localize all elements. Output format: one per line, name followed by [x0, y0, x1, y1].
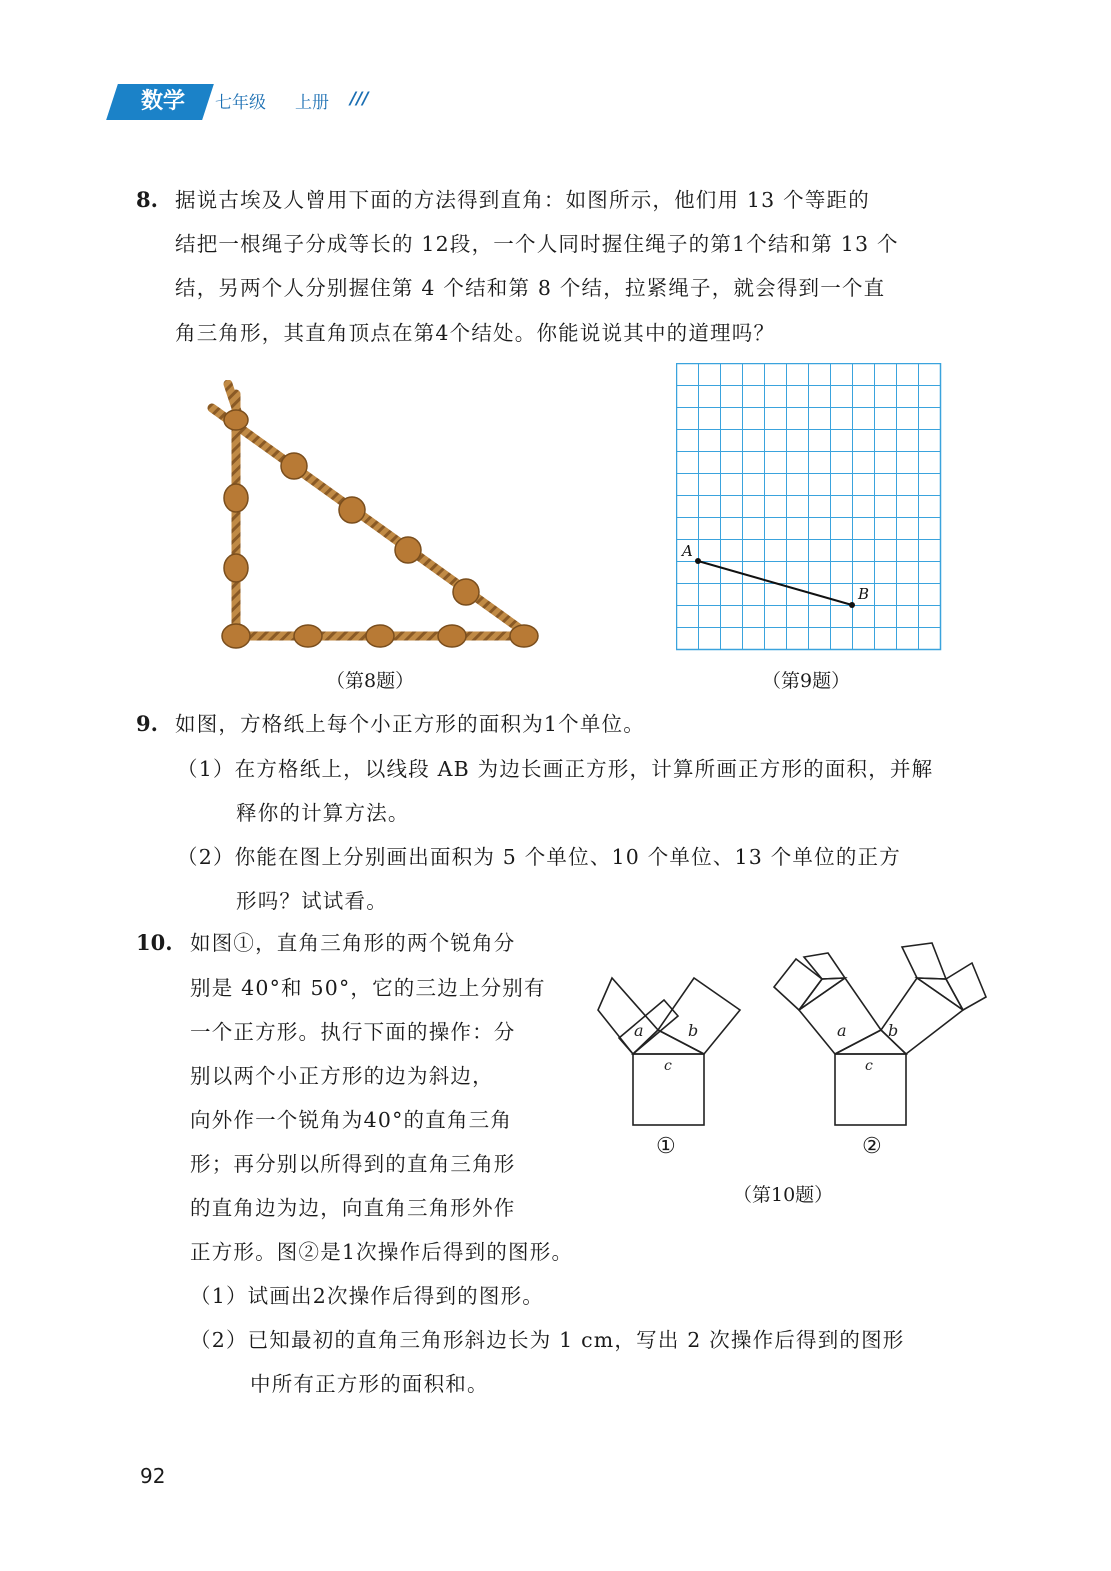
q9-intro: 如图，方格纸上每个小正方形的面积为1个单位。: [175, 712, 645, 736]
point-b: [849, 602, 855, 608]
q10-line-5: 向外作一个锐角为40°的直角三角: [190, 1108, 513, 1132]
q9-caption: （第9题）: [762, 670, 851, 692]
knot-5: [294, 625, 322, 647]
fig1-squares: [594, 970, 744, 1130]
q10-number: 10.: [136, 930, 173, 955]
q9-number: 9.: [136, 711, 158, 736]
knot-3: [224, 554, 248, 582]
q9-part2-line-1: （2）你能在图上分别画出面积为 5 个单位、10 个单位、13 个单位的正方: [177, 845, 901, 869]
knot-9: [453, 579, 479, 605]
label-b: B: [858, 585, 870, 603]
q8-line-4: 角三角形，其直角顶点在第4个结处。你能说说其中的道理吗？: [175, 321, 776, 345]
knot-10: [395, 537, 421, 563]
knot-2: [224, 484, 248, 512]
fig2-label-a: a: [837, 1021, 847, 1040]
header-subject: 数学: [140, 89, 185, 114]
rope-hypotenuse: [212, 408, 530, 636]
rope-triangle-figure: [200, 380, 560, 660]
knot-4: [222, 624, 250, 648]
q10-line-7: 的直角边为边，向直角三角形外作: [190, 1196, 516, 1220]
q10-line-1: 如图①，直角三角形的两个锐角分: [190, 931, 516, 955]
q9-part1-line-1: （1）在方格纸上，以线段 AB 为边长画正方形，计算所画正方形的面积，并解: [177, 757, 934, 781]
fig2-squares: [760, 935, 990, 1130]
q8-number: 8.: [136, 187, 158, 212]
q10-line-8: 正方形。图②是1次操作后得到的图形。: [190, 1240, 574, 1264]
q9-part1-line-2: 释你的计算方法。: [236, 801, 410, 825]
q8-line-3: 结，另两个人分别握住第 4 个结和第 8 个结，拉紧绳子，就会得到一个直: [175, 276, 886, 300]
fig2-label-c: c: [865, 1058, 873, 1074]
page-number: 92: [140, 1464, 166, 1488]
q8-line-1: 据说古埃及人曾用下面的方法得到直角：如图所示，他们用 13 个等距的: [175, 188, 870, 212]
q9-part2-line-2: 形吗？试试看。: [236, 889, 388, 913]
q8-caption: （第8题）: [326, 670, 415, 692]
q10-line-2: 别是 40°和 50°，它的三边上分别有: [190, 976, 546, 1000]
q10-part2-line-1: （2）已知最初的直角三角形斜边长为 1 cm，写出 2 次操作后得到的图形: [190, 1328, 905, 1352]
q10-line-3: 一个正方形。执行下面的操作：分: [190, 1020, 516, 1044]
q10-part2-line-2: 中所有正方形的面积和。: [250, 1372, 489, 1396]
header-volume: 上册: [295, 93, 329, 113]
knot-12: [281, 453, 307, 479]
point-a: [695, 558, 701, 564]
fig1-label: ①: [656, 1134, 676, 1159]
q10-line-6: 形；再分别以所得到的直角三角形: [190, 1152, 516, 1176]
fig2-label-b: b: [888, 1021, 899, 1040]
q10-caption: （第10题）: [733, 1184, 834, 1206]
fig1-label-c: c: [664, 1058, 672, 1074]
knot-11: [339, 497, 365, 523]
knot-6: [366, 625, 394, 647]
fig2-label: ②: [862, 1134, 882, 1159]
fig1-label-b: b: [688, 1021, 699, 1040]
q8-line-2: 结把一根绳子分成等长的 12段，一个人同时握住绳子的第1个结和第 13 个: [175, 232, 899, 256]
grid-figure: [676, 363, 942, 651]
label-a: A: [682, 542, 693, 560]
q10-part1: （1）试画出2次操作后得到的图形。: [190, 1284, 544, 1308]
header-grade: 七年级: [215, 93, 266, 113]
knot-8: [510, 625, 538, 647]
knot-1: [224, 410, 248, 430]
knot-7: [438, 625, 466, 647]
header-decoration: ///: [350, 89, 369, 109]
q10-line-4: 别以两个小正方形的边为斜边，: [190, 1064, 494, 1088]
fig1-label-a: a: [634, 1021, 644, 1040]
